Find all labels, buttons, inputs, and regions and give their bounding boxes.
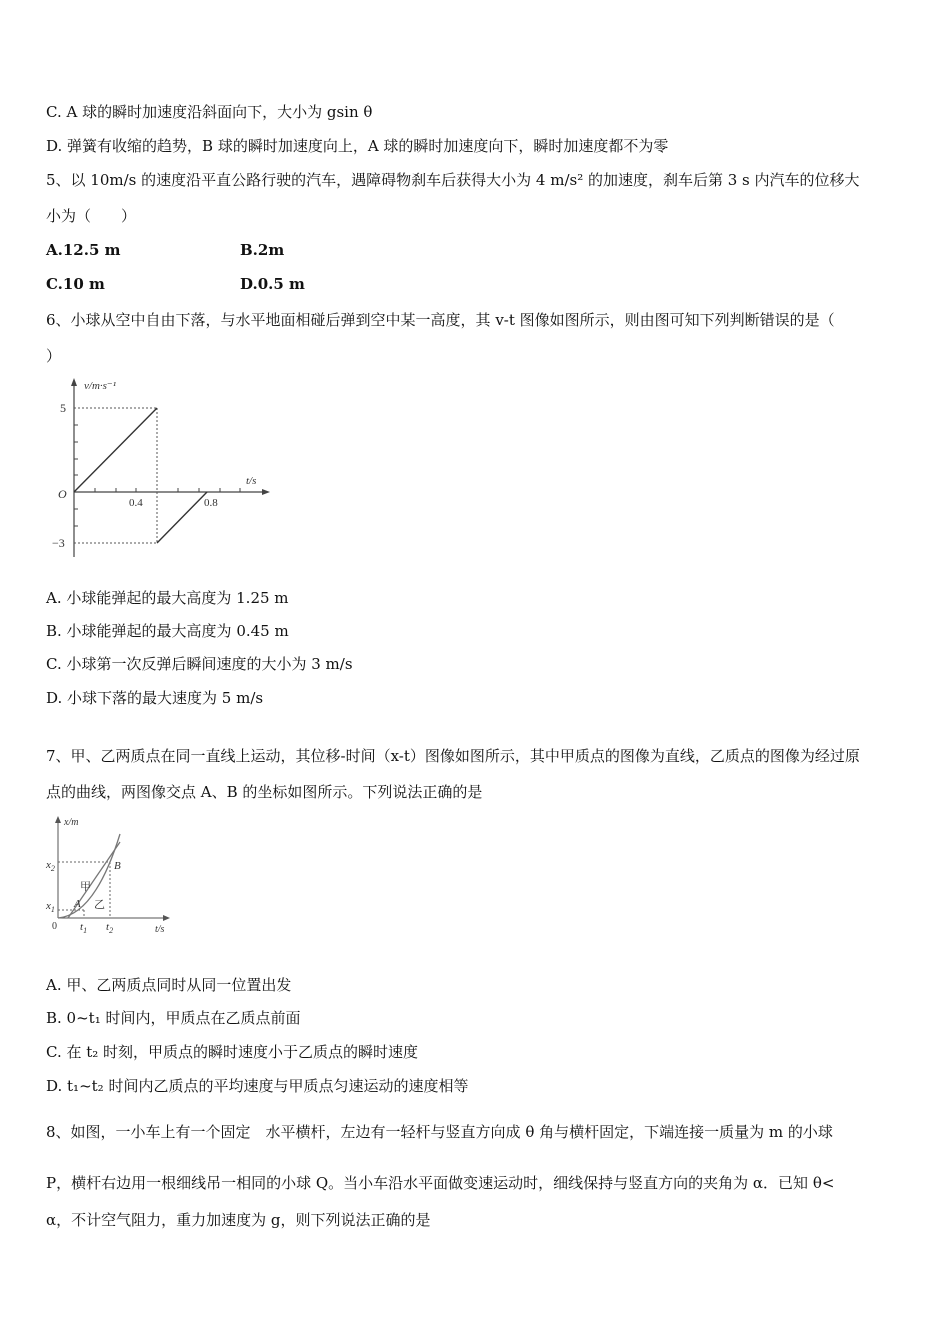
q6-tick-x2: 0.8 <box>204 497 218 509</box>
q7-point-b: B <box>114 860 121 872</box>
q7-option-c: C. 在 t₂ 时刻，甲质点的瞬时速度小于乙质点的瞬时速度 <box>46 1043 419 1061</box>
q5-stem-line1: 5、以 10m/s 的速度沿平直公路行驶的汽车，遇障碍物刹车后获得大小为 4 m/s² 的加速度，刹车后第 3 s 内汽车的位移大 <box>46 171 860 189</box>
q7-yi-curve <box>58 834 120 918</box>
q6-y-label: v/m·s⁻¹ <box>84 380 117 392</box>
q6-option-c: C. 小球第一次反弹后瞬间速度的大小为 3 m/s <box>46 655 353 673</box>
q7-x-label: t/s <box>155 924 165 935</box>
q5-option-a: A.12.5 m <box>46 241 121 259</box>
q7-xt-graph <box>40 812 180 942</box>
q7-point-a: A <box>74 898 81 910</box>
q7-t2-label: $t_2$ <box>106 921 114 935</box>
q7-y-label: x/m <box>64 817 79 828</box>
q6-origin-label: O <box>58 487 67 501</box>
q4-option-d: D. 弹簧有收缩的趋势，B 球的瞬时加速度向上，A 球的瞬时加速度向下，瞬时加速度都不为零 <box>46 137 669 155</box>
q6-option-b: B. 小球能弹起的最大高度为 0.45 m <box>46 622 289 640</box>
q6-vt-graph <box>44 372 276 564</box>
q8-stem-line3: α，不计空气阻力，重力加速度为 g，则下列说法正确的是 <box>46 1211 431 1229</box>
q7-option-b: B. 0~t₁ 时间内，甲质点在乙质点前面 <box>46 1009 301 1027</box>
q6-tick-y-bottom: −3 <box>52 536 65 550</box>
q5-option-d: D.0.5 m <box>240 275 305 293</box>
q5-option-b: B.2m <box>240 241 285 259</box>
q7-stem-line2: 点的曲线，两图像交点 A、B 的坐标如图所示。下列说法正确的是 <box>46 783 483 801</box>
q7-stem-line1: 7、甲、乙两质点在同一直线上运动，其位移-时间（x-t）图像如图所示，其中甲质点的图像为直线，乙质点的图像为经过原 <box>46 747 860 765</box>
q6-stem-line1: 6、小球从空中自由下落，与水平地面相碰后弹到空中某一高度，其 v-t 图像如图所示，则由图可知下列判断错误的是（ <box>46 311 835 329</box>
q7-x2-label: $x_2$ <box>46 859 55 873</box>
q7-origin-label: 0 <box>52 921 57 932</box>
q6-option-d: D. 小球下落的最大速度为 5 m/s <box>46 689 264 707</box>
q6-stem-line2: ） <box>46 347 62 365</box>
q7-y-axis-arrow <box>55 816 61 823</box>
q7-option-a: A. 甲、乙两质点同时从同一位置出发 <box>46 976 292 994</box>
q8-stem-line2: P，横杆右边用一根细线吊一相同的小球 Q。当小车沿水平面做变速运动时，细线保持与竖直方向的夹角为 α．已知 θ< <box>46 1174 835 1192</box>
q7-yi-label: 乙 <box>94 899 105 911</box>
q4-option-c: C. A 球的瞬时加速度沿斜面向下，大小为 gsin θ <box>46 103 373 121</box>
q6-y-axis-arrow <box>71 378 77 386</box>
q6-x-label: t/s <box>246 475 257 487</box>
q6-fall-segment <box>74 408 157 492</box>
q5-stem-line2: 小为（ ） <box>46 207 137 225</box>
q6-x-ticks <box>95 488 240 492</box>
q6-bounce-segment <box>157 492 207 543</box>
q6-option-a: A. 小球能弹起的最大高度为 1.25 m <box>46 589 289 607</box>
q7-option-d: D. t₁~t₂ 时间内乙质点的平均速度与甲质点匀速运动的速度相等 <box>46 1077 469 1095</box>
q5-option-c: C.10 m <box>46 275 105 293</box>
q8-stem-line1: 8、如图，一小车上有一个固定 水平横杆，左边有一轻杆与竖直方向成 θ 角与横杆固定，下端连接一质量为 m 的小球 <box>46 1123 833 1141</box>
q7-x-axis-arrow <box>163 915 170 921</box>
q6-tick-y-top: 5 <box>60 401 66 415</box>
q7-t1-label: $t_1$ <box>80 921 88 935</box>
q6-x-axis-arrow <box>262 489 270 495</box>
q7-jia-label: 甲 <box>80 881 91 893</box>
q7-x1-label: $x_1$ <box>46 900 55 914</box>
q6-tick-x1: 0.4 <box>129 497 143 509</box>
